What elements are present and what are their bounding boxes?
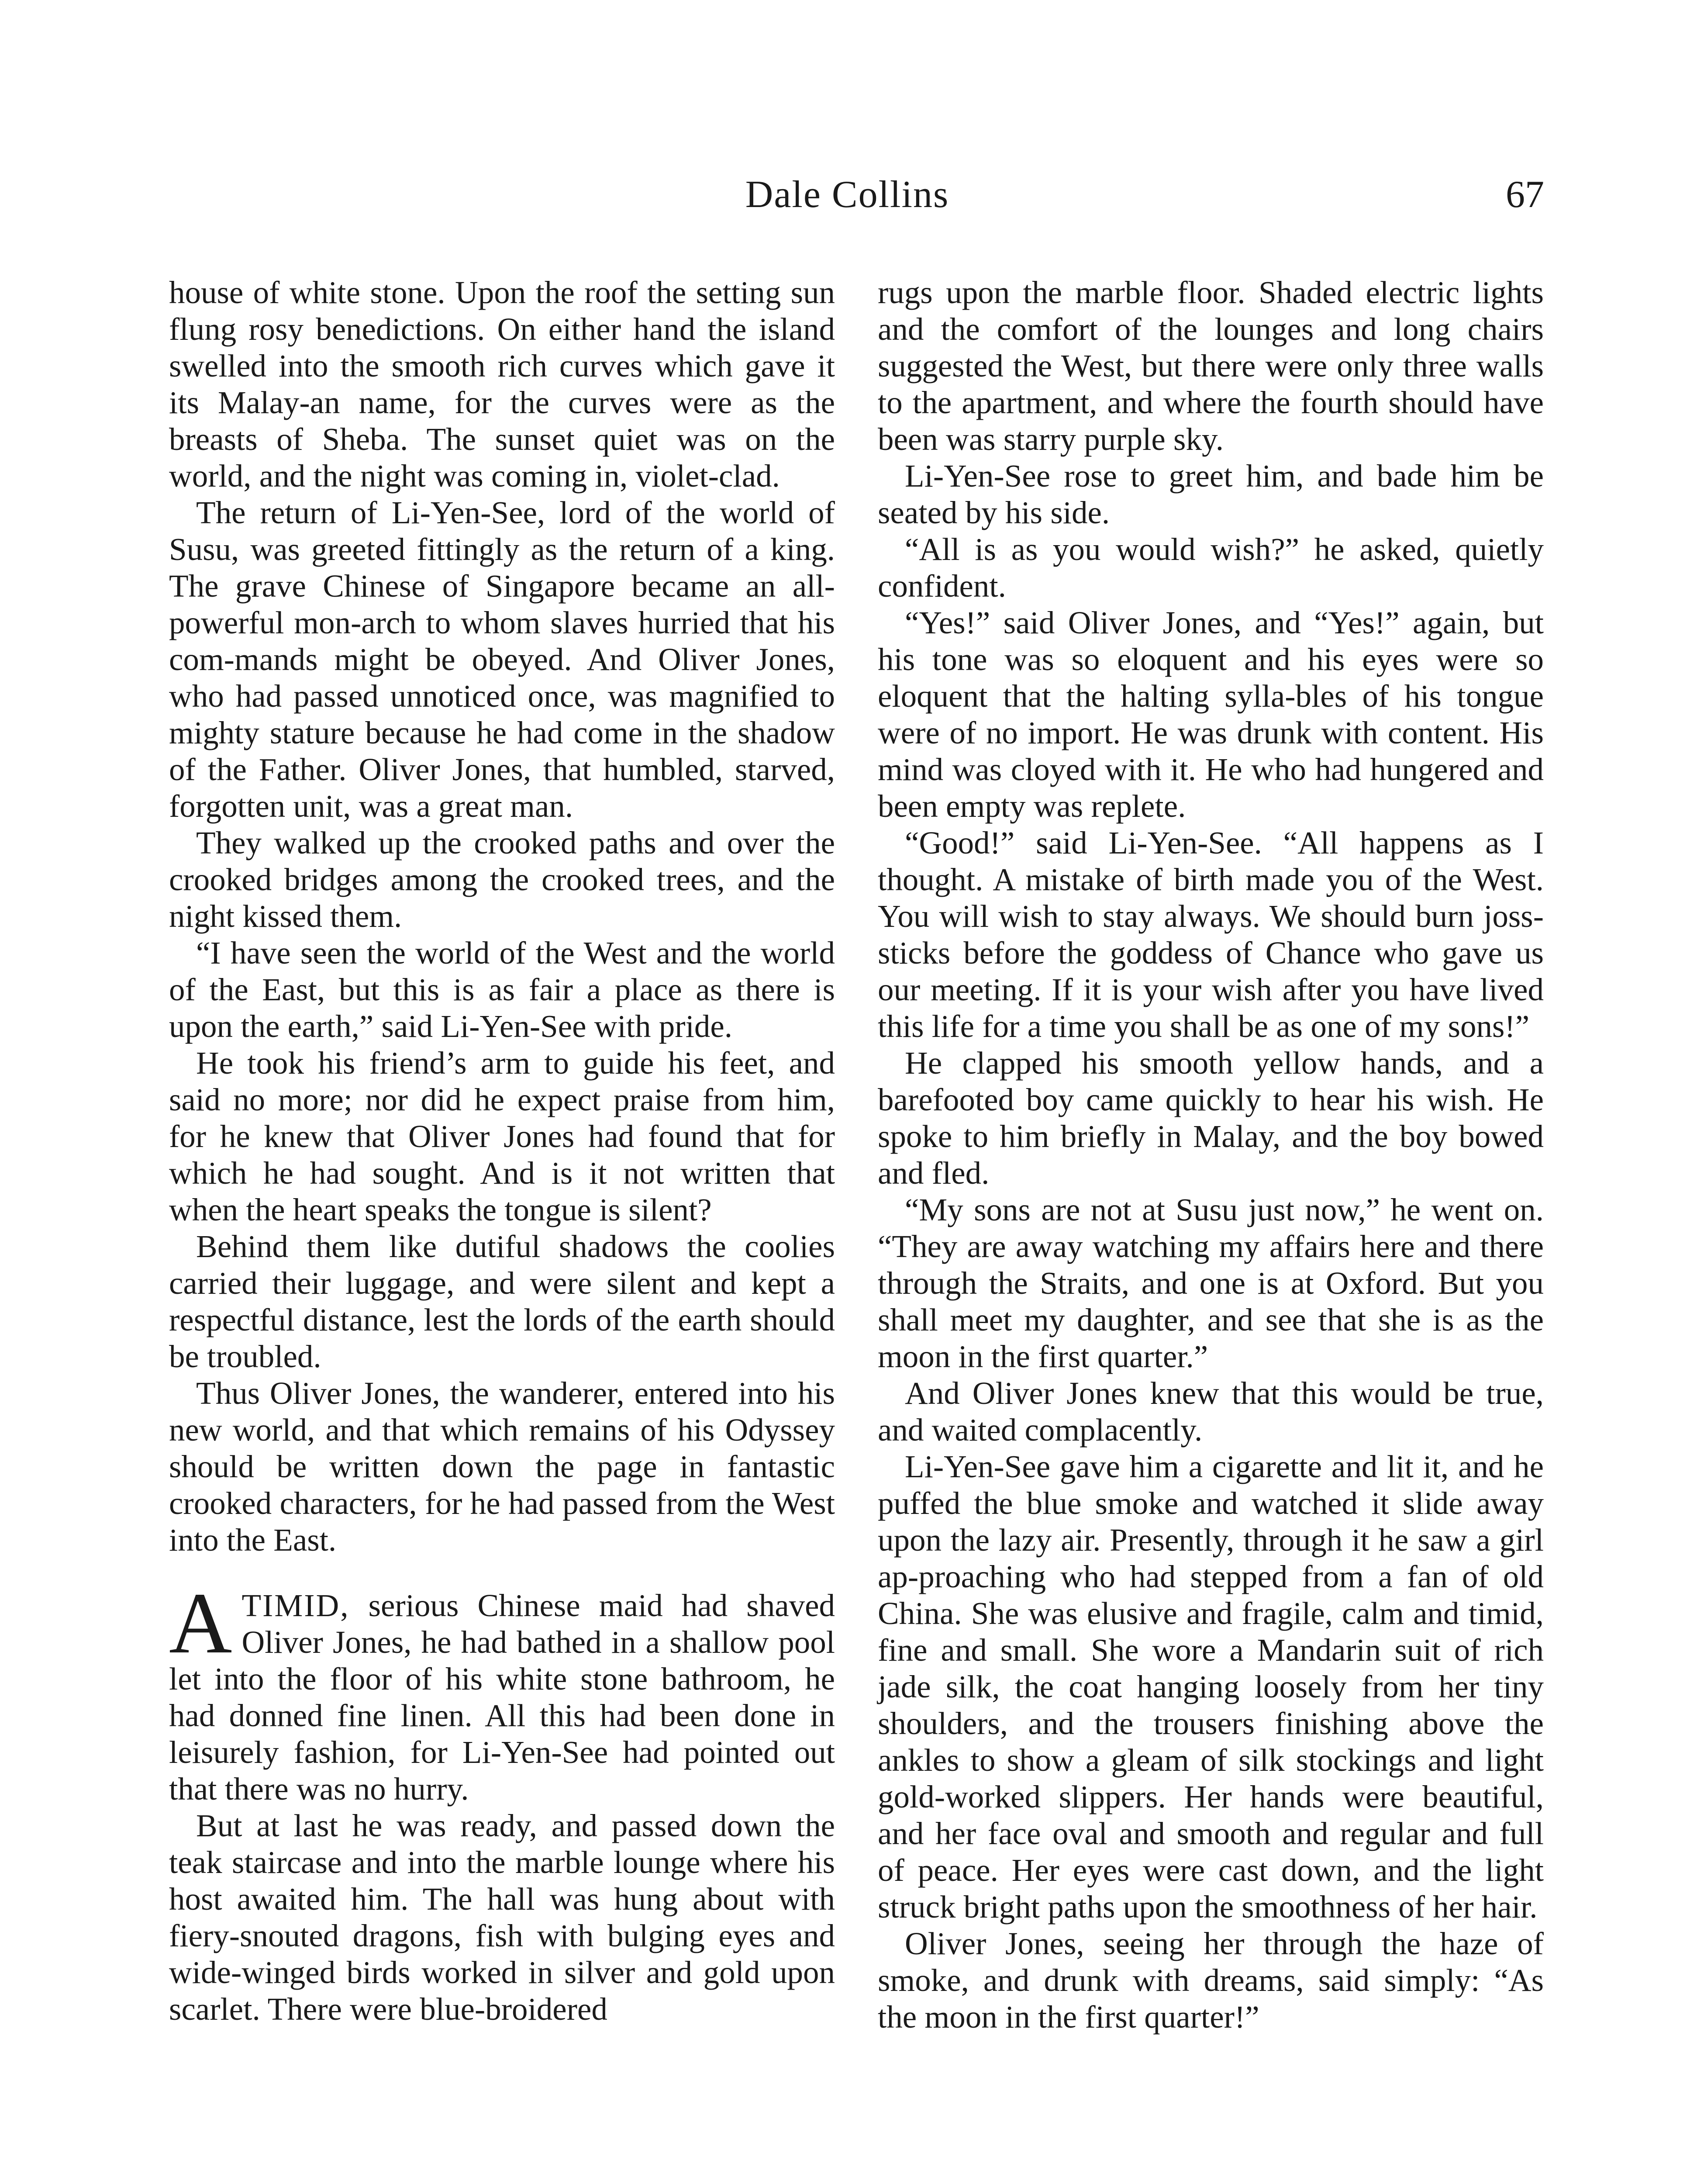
- paragraph: Behind them like dutiful shadows the coolies carried their luggage, and were silent and kept a respectful distance, lest the lords of the earth should be troubled.: [169, 1229, 835, 1374]
- paragraph-text: serious Chinese maid had shaved Oliver Jones, he had bathed in a shallow pool let into the floor of his white stone bathroom, he had donned fine linen. All this had been done in leisurely fashion, for Li-Yen-See had pointed out that there was no hurry.: [169, 1588, 835, 1807]
- running-title: Dale Collins: [745, 173, 949, 216]
- left-column: [169, 274, 835, 2028]
- paragraph: And Oliver Jones knew that this would be true, and waited complacently.: [878, 1375, 1544, 1448]
- paragraph: “My sons are not at Susu just now,” he went on. “They are away watching my affairs here and there through the Straits, and one is at Oxford. But you shall meet my daughter, and see that she is as the moon in the first quarter.”: [878, 1192, 1544, 1374]
- paragraph: “I have seen the world of the West and the world of the East, but this is as fair a place as there is upon the earth,” said Li-Yen-See with pride.: [169, 935, 835, 1044]
- lead-in-word: TIMID,: [241, 1588, 350, 1623]
- section-opening-paragraph: [169, 1575, 835, 1807]
- paragraph: The return of Li-Yen-See, lord of the world of Susu, was greeted fittingly as the return of a king. The grave Chinese of Singapore became an all-powerful mon-arch to whom slaves hurried that his com-mands might be obeyed. And Oliver Jones, who had passed unnoticed once, was magnified to mighty stature because he had come in the shadow of the Father. Oliver Jones, that humbled, starved, forgotten unit, was a great man.: [169, 495, 835, 824]
- paragraph: Oliver Jones, seeing her through the haze of smoke, and drunk with dreams, said simply: “As the moon in the first quarter!”: [878, 1926, 1544, 2035]
- paragraph: rugs upon the marble floor. Shaded electric lights and the comfort of the lounges and long chairs suggested the West, but there were only three walls to the apartment, and where the fourth should have been was starry purple sky.: [878, 275, 1544, 457]
- paragraph: But at last he was ready, and passed down the teak staircase and into the marble lounge where his host awaited him. The hall was hung about with fiery-snouted dragons, fish with bulging eyes and wide-winged birds worked in silver and gold upon scarlet. There were blue-broidered: [169, 1808, 835, 2027]
- page-number: 67: [1506, 173, 1544, 216]
- paragraph: He clapped his smooth yellow hands, and a barefooted boy came quickly to hear his wish. He spoke to him briefly in Malay, and the boy bowed and fled.: [878, 1045, 1544, 1191]
- paragraph: “All is as you would wish?” he asked, quietly confident.: [878, 532, 1544, 604]
- right-column: [878, 274, 1544, 2035]
- paragraph: Li-Yen-See rose to greet him, and bade him be seated by his side.: [878, 458, 1544, 530]
- paragraph: house of white stone. Upon the roof the setting sun flung rosy benedictions. On either hand the island swelled into the smooth rich curves which gave it its Malay-an name, for the curves were as the breasts of Sheba. The sunset quiet was on the world, and the night was coming in, violet-clad.: [169, 275, 835, 494]
- paragraph: “Good!” said Li-Yen-See. “All happens as I thought. A mistake of birth made you of the West. You will wish to stay always. We should burn joss-sticks before the goddess of Chance who gave us our meeting. If it is your wish after you have lived this life for a time you shall be as one of my sons!”: [878, 825, 1544, 1044]
- drop-cap: A: [169, 1575, 232, 1672]
- paragraph: “Yes!” said Oliver Jones, and “Yes!” again, but his tone was so eloquent and his eyes were so eloquent that the halting sylla-bles of his tongue were of no import. He was drunk with content. His mind was cloyed with it. He who had hungered and been empty was replete.: [878, 605, 1544, 824]
- paragraph: Thus Oliver Jones, the wanderer, entered into his new world, and that which remains of his Odyssey should be written down the page in fantastic crooked characters, for he had passed from the West into the East.: [169, 1375, 835, 1558]
- paragraph: They walked up the crooked paths and over the crooked bridges among the crooked trees, and the night kissed them.: [169, 825, 835, 934]
- page-header: [0, 173, 1697, 234]
- paragraph: He took his friend’s arm to guide his feet, and said no more; nor did he expect praise from him, for he knew that Oliver Jones had found that for which he had sought. And is it not written that when the heart speaks the tongue is silent?: [169, 1045, 835, 1227]
- paragraph: Li-Yen-See gave him a cigarette and lit it, and he puffed the blue smoke and watched it slide away upon the lazy air. Presently, through it he saw a girl ap-proaching who had stepped from a fan of old China. She was elusive and fragile, calm and timid, fine and small. She wore a Mandarin suit of rich jade silk, the coat hanging loosely from her tiny shoulders, and the trousers finishing above the ankles to show a gleam of silk stockings and light gold-worked slippers. Her hands were beautiful, and her face oval and smooth and regular and full of peace. Her eyes were cast down, and the light struck bright paths upon the smoothness of her hair.: [878, 1449, 1544, 1925]
